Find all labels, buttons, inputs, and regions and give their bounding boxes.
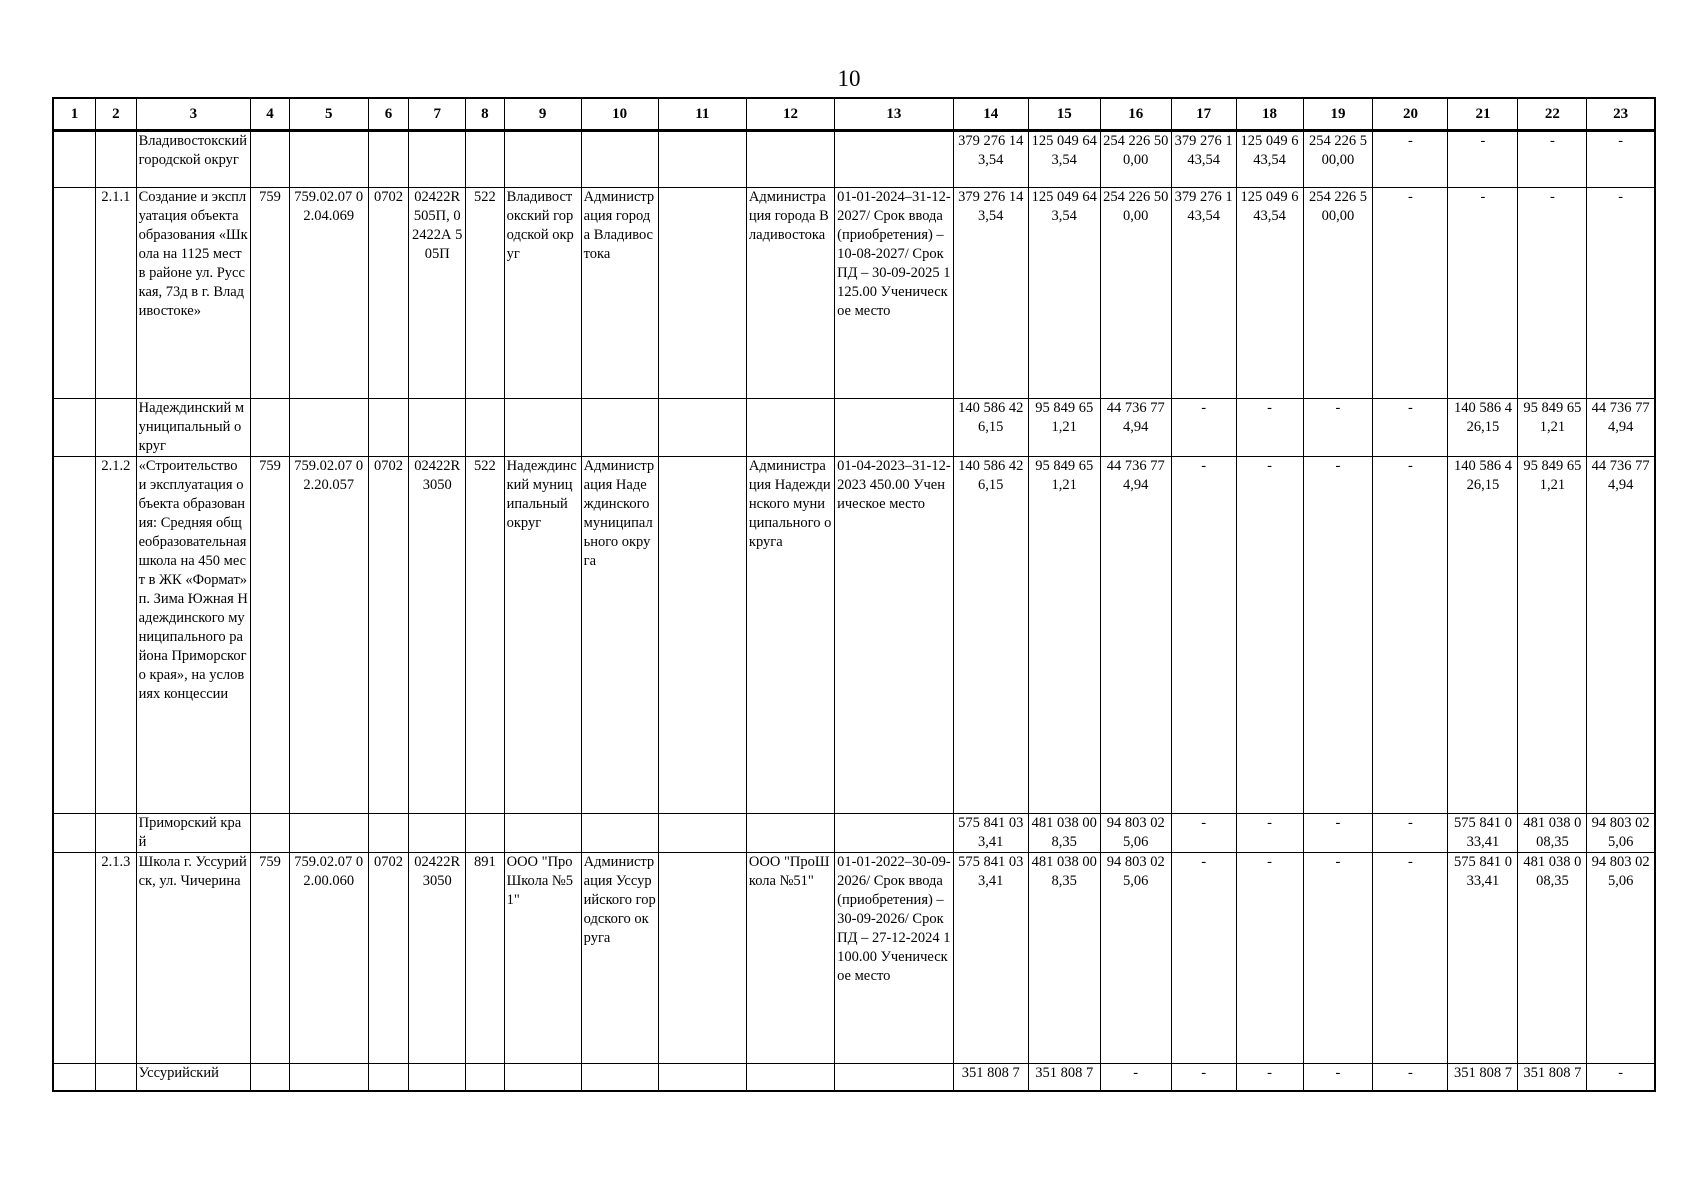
cell — [289, 399, 368, 457]
cell: 759.02.07 02.00.060 — [289, 853, 368, 1064]
cell — [289, 1064, 368, 1091]
amount-cell: - — [1373, 188, 1448, 399]
amount-cell: - — [1303, 814, 1373, 853]
cell — [504, 1064, 581, 1091]
cell — [53, 853, 96, 1064]
col-header: 11 — [658, 98, 746, 131]
amount-cell: - — [1587, 131, 1655, 188]
amount-cell: - — [1448, 131, 1518, 188]
amount-cell: - — [1448, 188, 1518, 399]
cell — [466, 814, 505, 853]
term-cell: 01-01-2022–30-09-2026/ Срок ввода (приобретения) – 30-09-2026/ Срок ПД – 27-12-2024 1100.00 Ученическое место — [835, 853, 954, 1064]
amount-cell: 379 276 143,54 — [953, 188, 1028, 399]
column-number-header — [53, 98, 1655, 131]
cell: Администрация города Владивостока — [581, 188, 658, 399]
col-header: 3 — [136, 98, 251, 131]
cell — [835, 131, 954, 188]
cell — [658, 131, 746, 188]
table-row-item — [53, 457, 1655, 814]
amount-cell: 125 049 643,54 — [1236, 188, 1303, 399]
amount-cell: 351 808 7 — [953, 1064, 1028, 1091]
amount-cell: 44 736 774,94 — [1587, 399, 1655, 457]
amount-cell: - — [1587, 188, 1655, 399]
cell — [96, 131, 137, 188]
cell: Администрация Уссурийского городского округа — [581, 853, 658, 1064]
col-header: 18 — [1236, 98, 1303, 131]
amount-cell: - — [1171, 457, 1236, 814]
amount-cell: 44 736 774,94 — [1587, 457, 1655, 814]
cell — [581, 131, 658, 188]
cell — [96, 1064, 137, 1091]
cell — [581, 1064, 658, 1091]
amount-cell: 140 586 426,15 — [1448, 399, 1518, 457]
cell — [53, 188, 96, 399]
amount-cell: 254 226 500,00 — [1303, 131, 1373, 188]
item-name: Школа г. Уссурийск, ул. Чичерина — [136, 853, 251, 1064]
cell — [835, 399, 954, 457]
col-header: 20 — [1373, 98, 1448, 131]
amount-cell: 575 841 033,41 — [1448, 853, 1518, 1064]
cell: 02422R 3050 — [409, 853, 466, 1064]
cell — [289, 814, 368, 853]
cell — [96, 399, 137, 457]
amount-cell: 44 736 774,94 — [1100, 399, 1171, 457]
item-number: 2.1.3 — [96, 853, 137, 1064]
table-row-group — [53, 131, 1655, 188]
cell — [466, 399, 505, 457]
amount-cell: 140 586 426,15 — [953, 457, 1028, 814]
amount-cell: - — [1303, 1064, 1373, 1091]
col-header: 6 — [368, 98, 409, 131]
group-name: Приморский край — [136, 814, 251, 853]
amount-cell: - — [1303, 399, 1373, 457]
cell — [466, 131, 505, 188]
cell — [658, 814, 746, 853]
amount-cell: - — [1171, 1064, 1236, 1091]
amount-cell: - — [1587, 1064, 1655, 1091]
amount-cell: - — [1100, 1064, 1171, 1091]
amount-cell: 125 049 643,54 — [1028, 188, 1100, 399]
col-header: 16 — [1100, 98, 1171, 131]
amount-cell: 351 808 7 — [1028, 1064, 1100, 1091]
col-header: 7 — [409, 98, 466, 131]
cell — [409, 814, 466, 853]
cell — [368, 131, 409, 188]
term-cell: 01-01-2024–31-12-2027/ Срок ввода (приобретения) – 10-08-2027/ Срок ПД – 30-09-2025 1125.00 Ученическое место — [835, 188, 954, 399]
amount-cell: - — [1236, 457, 1303, 814]
cell — [581, 399, 658, 457]
cell: 759 — [251, 457, 290, 814]
amount-cell: - — [1373, 457, 1448, 814]
cell: 0702 — [368, 853, 409, 1064]
amount-cell: - — [1303, 853, 1373, 1064]
cell: 759 — [251, 853, 290, 1064]
amount-cell: 125 049 643,54 — [1028, 131, 1100, 188]
col-header: 22 — [1518, 98, 1587, 131]
col-header: 12 — [746, 98, 834, 131]
cell: 0702 — [368, 457, 409, 814]
cell — [658, 1064, 746, 1091]
cell: 891 — [466, 853, 505, 1064]
cell — [581, 814, 658, 853]
col-header: 8 — [466, 98, 505, 131]
amount-cell: 575 841 033,41 — [953, 853, 1028, 1064]
cell: ООО "ПроШкола №51" — [746, 853, 834, 1064]
cell — [658, 399, 746, 457]
cell — [409, 131, 466, 188]
col-header: 4 — [251, 98, 290, 131]
amount-cell: 351 808 7 — [1518, 1064, 1587, 1091]
amount-cell: - — [1171, 399, 1236, 457]
table-row-group — [53, 1064, 1655, 1091]
cell — [746, 131, 834, 188]
cell: Администрация города Владивостока — [746, 188, 834, 399]
amount-cell: 481 038 008,35 — [1518, 814, 1587, 853]
col-header: 2 — [96, 98, 137, 131]
amount-cell: 95 849 651,21 — [1518, 399, 1587, 457]
amount-cell: - — [1373, 853, 1448, 1064]
cell — [504, 131, 581, 188]
amount-cell: 575 841 033,41 — [953, 814, 1028, 853]
cell — [53, 814, 96, 853]
amount-cell: 481 038 008,35 — [1518, 853, 1587, 1064]
cell: Администрация Надеждинского муниципального округа — [581, 457, 658, 814]
amount-cell: 140 586 426,15 — [953, 399, 1028, 457]
amount-cell: 254 226 500,00 — [1100, 188, 1171, 399]
cell — [504, 814, 581, 853]
col-header: 13 — [835, 98, 954, 131]
group-name: Владивостокский городской округ — [136, 131, 251, 188]
cell — [658, 853, 746, 1064]
cell — [835, 814, 954, 853]
cell: 759.02.07 02.20.057 — [289, 457, 368, 814]
cell — [746, 1064, 834, 1091]
amount-cell: 481 038 008,35 — [1028, 853, 1100, 1064]
cell: 759.02.07 02.04.069 — [289, 188, 368, 399]
cell — [746, 814, 834, 853]
cell — [409, 1064, 466, 1091]
cell — [746, 399, 834, 457]
item-number: 2.1.2 — [96, 457, 137, 814]
amount-cell: - — [1518, 131, 1587, 188]
col-header: 19 — [1303, 98, 1373, 131]
amount-cell: 254 226 500,00 — [1303, 188, 1373, 399]
cell — [53, 457, 96, 814]
amount-cell: - — [1373, 131, 1448, 188]
amount-cell: - — [1236, 399, 1303, 457]
cell — [251, 1064, 290, 1091]
cell — [658, 457, 746, 814]
col-header: 15 — [1028, 98, 1100, 131]
amount-cell: - — [1171, 853, 1236, 1064]
amount-cell: - — [1236, 814, 1303, 853]
cell — [251, 814, 290, 853]
amount-cell: 94 803 025,06 — [1100, 814, 1171, 853]
col-header: 10 — [581, 98, 658, 131]
cell: 0702 — [368, 188, 409, 399]
amount-cell: 44 736 774,94 — [1100, 457, 1171, 814]
col-header: 1 — [53, 98, 96, 131]
cell: 759 — [251, 188, 290, 399]
amount-cell: 95 849 651,21 — [1028, 457, 1100, 814]
cell — [466, 1064, 505, 1091]
cell: Администрация Надеждинского муниципального округа — [746, 457, 834, 814]
cell — [368, 1064, 409, 1091]
item-name: «Строительство и эксплуатация объекта образования: Средняя общеобразовательная школа на 450 мест в ЖК «Формат» п. Зима Южная Надеждинского муниципального района Приморского края», на условиях концессии — [136, 457, 251, 814]
amount-cell: 94 803 025,06 — [1587, 814, 1655, 853]
col-header: 21 — [1448, 98, 1518, 131]
amount-cell: 379 276 143,54 — [1171, 188, 1236, 399]
cell — [504, 399, 581, 457]
cell — [251, 131, 290, 188]
cell: 522 — [466, 457, 505, 814]
col-header: 23 — [1587, 98, 1655, 131]
amount-cell: 351 808 7 — [1448, 1064, 1518, 1091]
cell: ООО "ПроШкола №51" — [504, 853, 581, 1064]
budget-table — [52, 97, 1656, 1092]
amount-cell: - — [1303, 457, 1373, 814]
col-header: 17 — [1171, 98, 1236, 131]
table-row-item — [53, 853, 1655, 1064]
amount-cell: 575 841 033,41 — [1448, 814, 1518, 853]
cell — [53, 131, 96, 188]
table-row-group — [53, 399, 1655, 457]
amount-cell: 481 038 008,35 — [1028, 814, 1100, 853]
cell: Надеждинский муниципальный округ — [504, 457, 581, 814]
cell — [835, 1064, 954, 1091]
page-number: 10 — [837, 66, 861, 91]
amount-cell: 140 586 426,15 — [1448, 457, 1518, 814]
amount-cell: - — [1236, 1064, 1303, 1091]
cell — [251, 399, 290, 457]
amount-cell: - — [1236, 853, 1303, 1064]
cell: 02422R 505П, 02422А 505П — [409, 188, 466, 399]
cell: 02422R 3050 — [409, 457, 466, 814]
amount-cell: 95 849 651,21 — [1028, 399, 1100, 457]
cell: Владивостокский городской округ — [504, 188, 581, 399]
cell — [289, 131, 368, 188]
table-row-group — [53, 814, 1655, 853]
item-number: 2.1.1 — [96, 188, 137, 399]
amount-cell: 125 049 643,54 — [1236, 131, 1303, 188]
cell — [53, 399, 96, 457]
cell — [409, 399, 466, 457]
amount-cell: 379 276 143,54 — [1171, 131, 1236, 188]
cell — [368, 814, 409, 853]
col-header: 14 — [953, 98, 1028, 131]
amount-cell: - — [1171, 814, 1236, 853]
amount-cell: - — [1373, 814, 1448, 853]
item-name: Создание и эксплуатация объекта образования «Школа на 1125 мест в районе ул. Русская, 73д в г. Владивостоке» — [136, 188, 251, 399]
cell — [368, 399, 409, 457]
amount-cell: 94 803 025,06 — [1100, 853, 1171, 1064]
amount-cell: - — [1373, 399, 1448, 457]
cell: 522 — [466, 188, 505, 399]
amount-cell: - — [1373, 1064, 1448, 1091]
col-header: 9 — [504, 98, 581, 131]
amount-cell: - — [1518, 188, 1587, 399]
group-name: Надеждинский муниципальный округ — [136, 399, 251, 457]
term-cell: 01-04-2023–31-12-2023 450.00 Ученическое место — [835, 457, 954, 814]
amount-cell: 379 276 143,54 — [953, 131, 1028, 188]
amount-cell: 94 803 025,06 — [1587, 853, 1655, 1064]
cell — [96, 814, 137, 853]
col-header: 5 — [289, 98, 368, 131]
cell — [53, 1064, 96, 1091]
group-name: Уссурийский — [136, 1064, 251, 1091]
table-row-item — [53, 188, 1655, 399]
cell — [658, 188, 746, 399]
amount-cell: 254 226 500,00 — [1100, 131, 1171, 188]
amount-cell: 95 849 651,21 — [1518, 457, 1587, 814]
